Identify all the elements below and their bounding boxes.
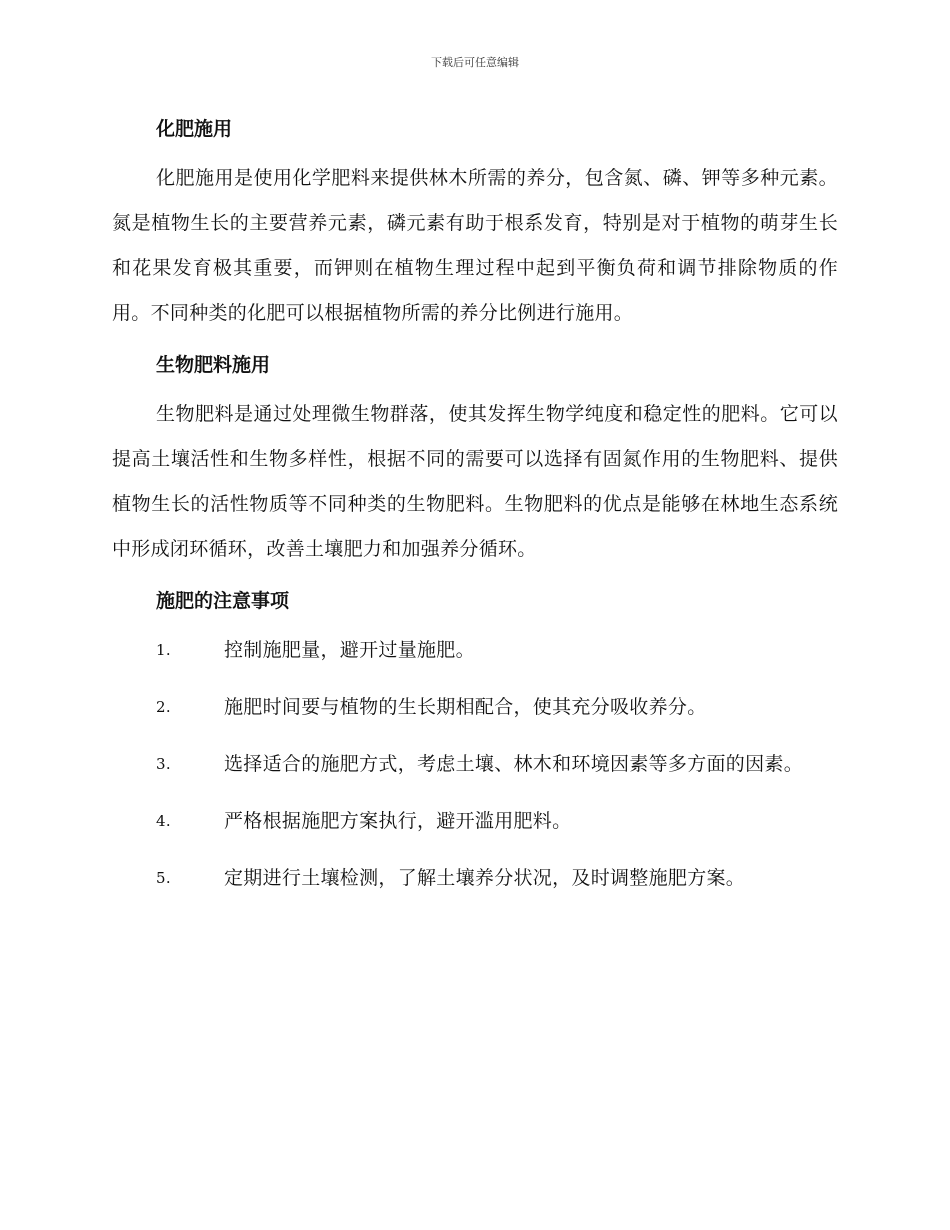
list-item-text: 严格根据施肥方案执行，避开滥用肥料。	[224, 810, 572, 832]
list-item	[112, 799, 838, 844]
section-heading-notes: 施肥的注意事项	[156, 590, 290, 612]
list-number: 2.	[156, 698, 171, 716]
document-body	[112, 110, 838, 913]
list-number: 5.	[156, 869, 171, 887]
list-item-text: 施肥时间要与植物的生长期相配合，使其充分吸收养分。	[224, 696, 707, 718]
section-heading-chemical-fertilizer: 化肥施用	[156, 118, 233, 140]
section-paragraph-chemical-fertilizer: 化肥施用是使用化学肥料来提供林木所需的养分，包含氮、磷、钾等多种元素。氮是植物生长的主要营养元素，磷元素有助于根系发育，特别是对于植物的萌芽生长和花果发育极其重要，而钾则在植物生理过程中起到平衡负荷和调节排除物质的作用。不同种类的化肥可以根据植物所需的养分比例进行施用。	[112, 167, 838, 324]
list-number: 1.	[156, 641, 171, 659]
list-item	[112, 742, 838, 787]
list-number: 4.	[156, 812, 171, 830]
section-paragraph-bio-fertilizer: 生物肥料是通过处理微生物群落，使其发挥生物学纯度和稳定性的肥料。它可以提高土壤活性和生物多样性，根据不同的需要可以选择有固氮作用的生物肥料、提供植物生长的活性物质等不同种类的生物肥料。生物肥料的优点是能够在林地生态系统中形成闭环循环，改善土壤肥力和加强养分循环。	[112, 403, 838, 560]
list-item-text: 定期进行土壤检测，了解土壤养分状况，及时调整施肥方案。	[224, 867, 746, 889]
section-heading-bio-fertilizer: 生物肥料施用	[156, 354, 271, 376]
list-item	[112, 628, 838, 673]
list-item	[112, 685, 838, 730]
list-item-text: 选择适合的施肥方式，考虑土壤、林木和环境因素等多方面的因素。	[224, 753, 804, 775]
list-number: 3.	[156, 755, 171, 773]
page-header: 下载后可任意编辑	[431, 56, 519, 69]
list-item-text: 控制施肥量，避开过量施肥。	[224, 639, 475, 661]
list-item	[112, 856, 838, 901]
